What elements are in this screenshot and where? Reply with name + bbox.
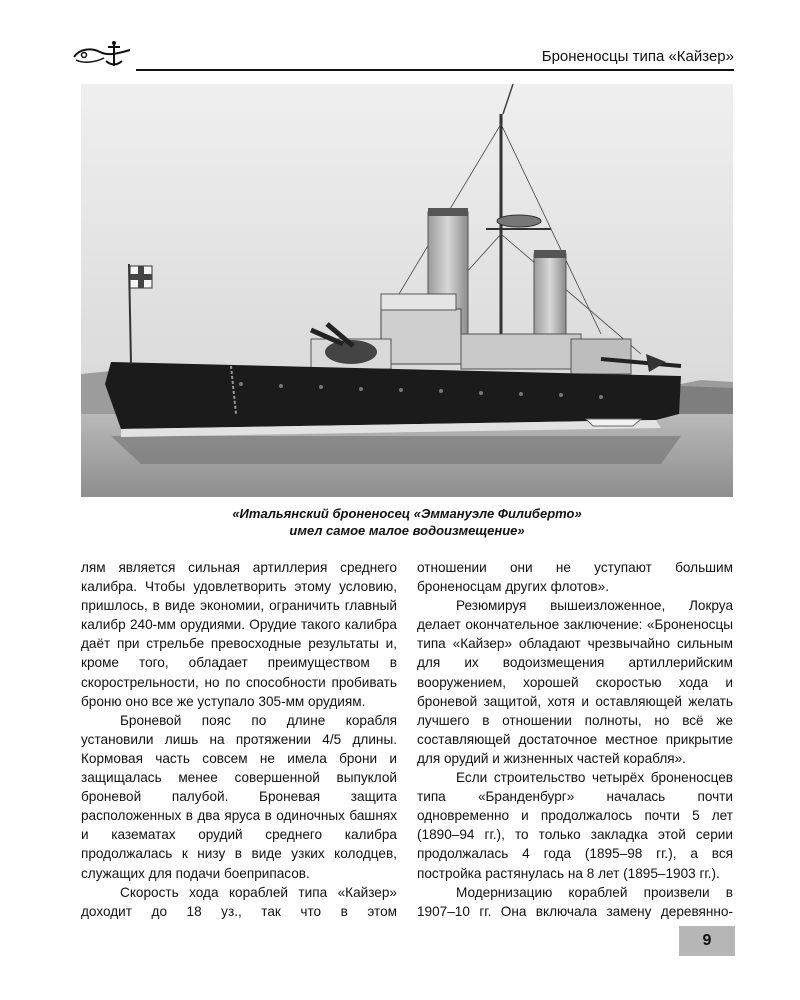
paragraph: лям является сильная артиллерия среднего калибра. Чтобы удовлетворить этому условию, пришлось, в виде экономии, ограничить главный калибр 240-мм орудиями. Орудие такого калибра даёт при стрельбе превосходные результаты и, кроме того, обладает преимуществом в скорострельности, но по способности пробивать броню оно все же уступало 305-мм орудиям. [81,560,397,709]
paragraph: Броневой пояс по длине корабля установили лишь на протяжении 4/5 длины. Кормовая часть совсем не имела брони и защищалась менее совершенной выпуклой броневой палубой. Броневая защита расположенных в два яруса в одиночных башнях и казематах орудий среднего калибра продолжалась к низу в виде узких колодцев, служащих для подачи боеприпасов. [81,712,397,881]
paragraph: Скорость хода кораблей типа «Кайзер» доходит до 18 уз., так что в этом [81,884,397,919]
battleship-photo [81,84,733,497]
paragraph: отношении они не уступают большим броненосцам других флотов». [417,560,733,595]
header-rule [136,69,734,71]
paragraph: Модернизацию кораблей произвели в 1907–10 гг. Она включала замену деревянно- [417,884,733,919]
page-number: 9 [679,926,735,956]
paragraph: Если строительство четырёх броненосцев типа «Бранденбург» началась почти одновременно и продолжалось почти 5 лет (1890–94 гг.), то только закладка этой серии продолжалась 4 года (1895–98 гг.), а вся постройка растянулась на 8 лет (1895–1903 гг.). [417,770,733,881]
caption-line-2: имел самое малое водоизмещение» [289,523,525,538]
text-column-left [81,558,397,921]
text-column-right [417,558,733,921]
anchor-emblem-icon [70,40,136,68]
paragraph: Резюмируя вышеизложенное, Локруа делает окончательное заключение: «Броненосцы типа «Кайзер» обладают чрезвычайно сильным для их водоизмещения артиллерийским вооружением, хорошей скоростью хода и броневой защитой, хотя и оставляющей желать лучшего в отношении полноты, но всё же составляющей достаточное местное прикрытие для орудий и жизненных частей корабля». [417,598,733,766]
running-header-title: Броненосцы типа «Кайзер» [541,48,734,65]
flag-icon [130,266,152,288]
caption-line-1: «Итальянский броненосец «Эммануэле Филиберто» [232,506,582,521]
photo-caption [81,505,733,539]
